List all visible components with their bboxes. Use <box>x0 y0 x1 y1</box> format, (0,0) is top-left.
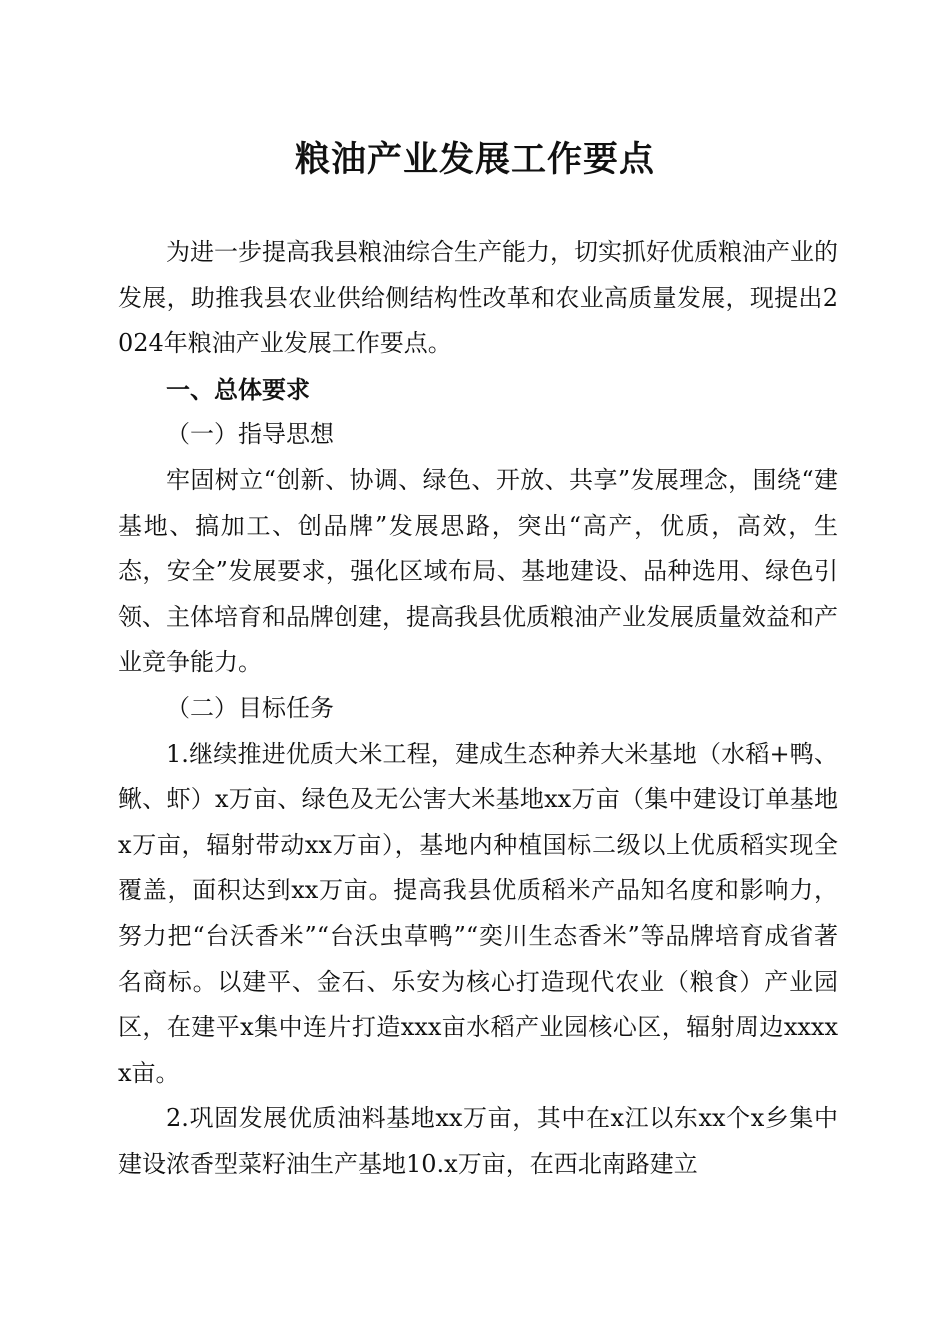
goal-item-1-paragraph: 1.继续推进优质大米工程，建成生态种养大米基地（水稻+鸭、鳅、虾）x万亩、绿色及无公害大米基地xx万亩（集中建设订单基地x万亩，辐射带动xx万亩），基地内种植国标二级以上优质稻实现全覆盖，面积达到xx万亩。提高我县优质稻米产品知名度和影响力，努力把“台沃香米”“台沃虫草鸭”“奕川生态香米”等品牌培育成省著名商标。以建平、金石、乐安为核心打造现代农业（粮食）产业园区，在建平x集中连片打造xxx亩水稻产业园核心区，辐射周边xxxxx亩。 <box>118 739 838 1087</box>
document-title: 粮油产业发展工作要点 <box>294 139 655 180</box>
guiding-thought-paragraph: 牢固树立“创新、协调、绿色、开放、共享”发展理念，围绕“建基地、搞加工、创品牌”发展思路，突出“高产，优质，高效，生态，安全”发展要求，强化区域布局、基地建设、品种选用、绿色引领、主体培育和品牌创建，提高我县优质粮油产业发展质量效益和产业竞争能力。 <box>118 465 838 677</box>
section-heading-general-requirements: 一、总体要求 <box>166 374 310 404</box>
subsection-heading-goals-tasks: （二）目标任务 <box>166 693 334 722</box>
subsection-heading-guiding-thought: （一）指导思想 <box>166 420 334 449</box>
document-body <box>118 230 838 1187</box>
intro-paragraph: 为进一步提高我县粮油综合生产能力，切实抓好优质粮油产业的发展，助推我县农业供给侧结构性改革和农业高质量发展，现提出2024年粮油产业发展工作要点。 <box>118 238 838 358</box>
goal-item-2-paragraph: 2.巩固发展优质油料基地xx万亩，其中在x江以东xx个x乡集中建设浓香型菜籽油生产基地10.x万亩，在西北南路建立 <box>118 1104 838 1178</box>
